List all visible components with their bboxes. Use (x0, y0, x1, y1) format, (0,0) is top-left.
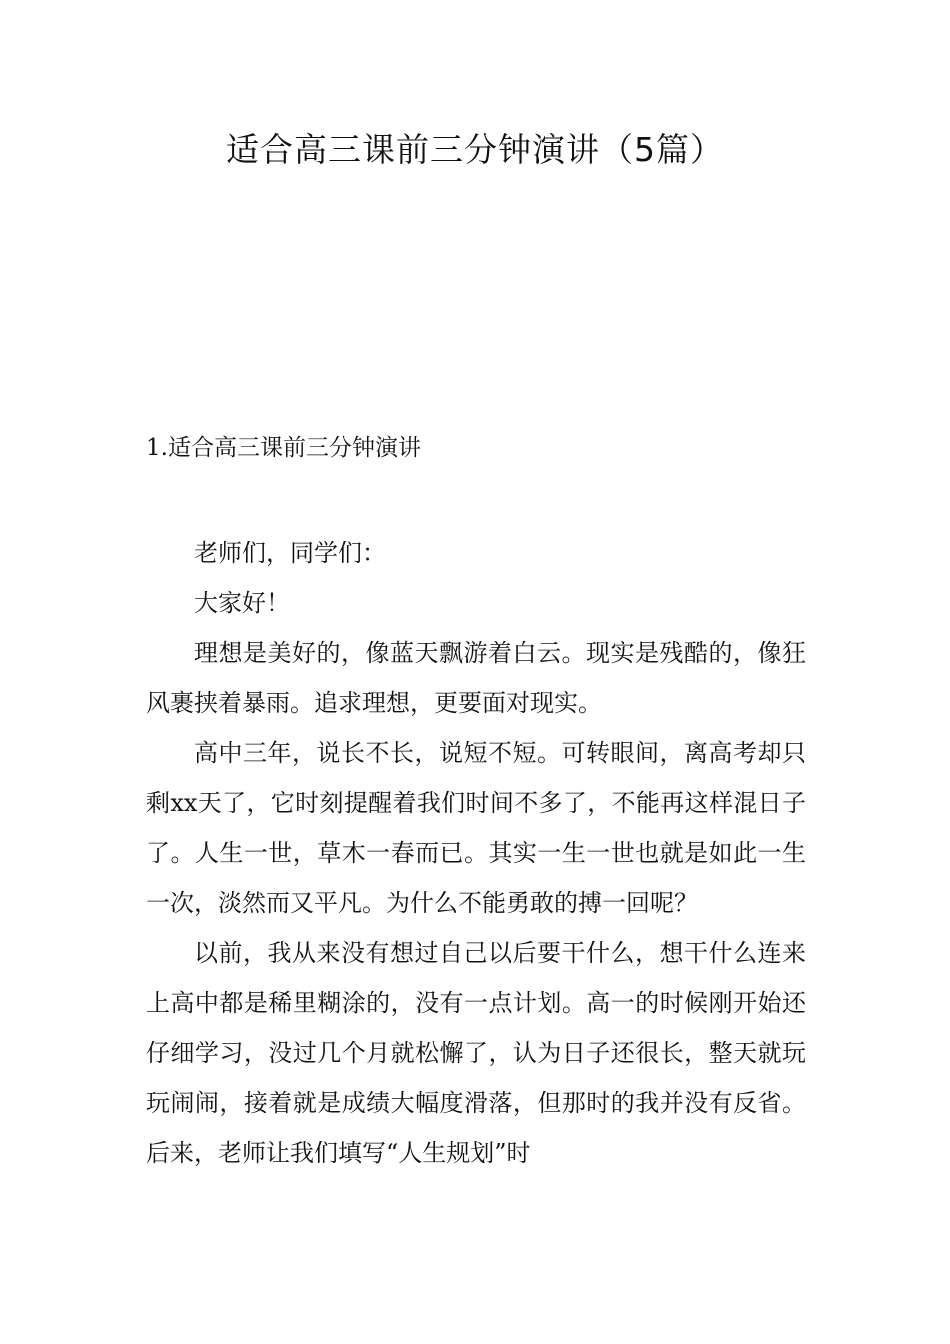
paragraph-high-school: 高中三年，说长不长，说短不短。可转眼间，离高考却只剩xx天了，它时刻提醒着我们时间不多了，不能再这样混日子了。人生一世，草木一春而已。其实一生一世也就是如此一生一次，淡然而又平凡。为什么不能勇敢的搏一回呢？ (146, 739, 806, 917)
paragraph-hello: 大家好！ (194, 589, 290, 617)
paragraph-past: 以前，我从来没有想过自己以后要干什么，想干什么连来上高中都是稀里糊涂的，没有一点计划。高一的时候刚开始还仔细学习，没过几个月就松懈了，认为日子还很长，整天就玩玩闹闹，接着就是成绩大幅度滑落，但那时的我并没有反省。后来，老师让我们填写“人生规划”时 (146, 939, 806, 1167)
paragraph-greeting: 老师们，同学们： (194, 539, 386, 567)
document-body (146, 528, 806, 1178)
paragraph-ideal: 理想是美好的，像蓝天飘游着白云。现实是残酷的，像狂风裹挟着暴雨。追求理想，更要面对现实。 (146, 639, 806, 717)
document-title: 适合高三课前三分钟演讲（5篇） (226, 130, 724, 169)
section-heading: 1.适合高三课前三分钟演讲 (146, 435, 421, 461)
